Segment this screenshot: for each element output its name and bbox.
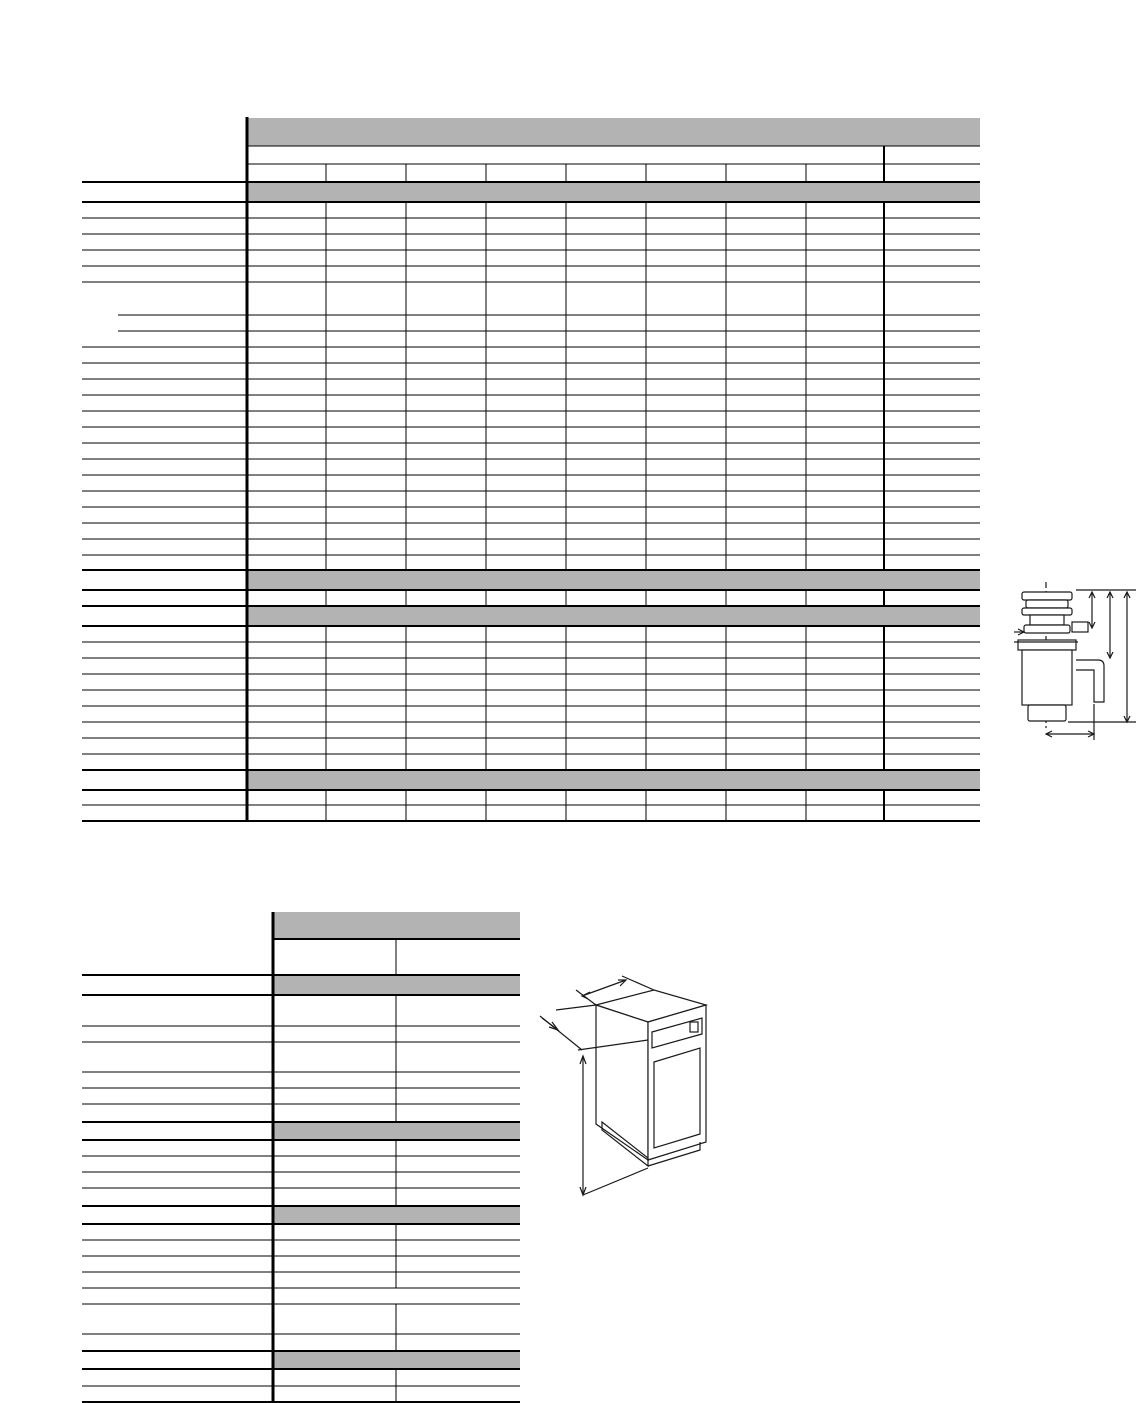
row-rules (82, 182, 980, 821)
bottom-section-band-4 (273, 1351, 520, 1369)
column-dividers (326, 202, 884, 821)
bottom-section-band-2 (273, 1122, 520, 1140)
section-band-3 (247, 606, 980, 626)
bottom-section-band-1 (273, 975, 520, 995)
header-band (247, 118, 980, 146)
bottom-section-band-3 (273, 1206, 520, 1224)
section-band-4 (247, 770, 980, 790)
disposer-dimension-drawing-icon (1014, 582, 1136, 740)
compactor-dimension-drawing-icon (540, 976, 706, 1195)
section-band-1 (247, 182, 980, 202)
bottom-header-band (273, 912, 520, 939)
spec-table-bottom (82, 912, 520, 1403)
section-band-2 (247, 570, 980, 590)
